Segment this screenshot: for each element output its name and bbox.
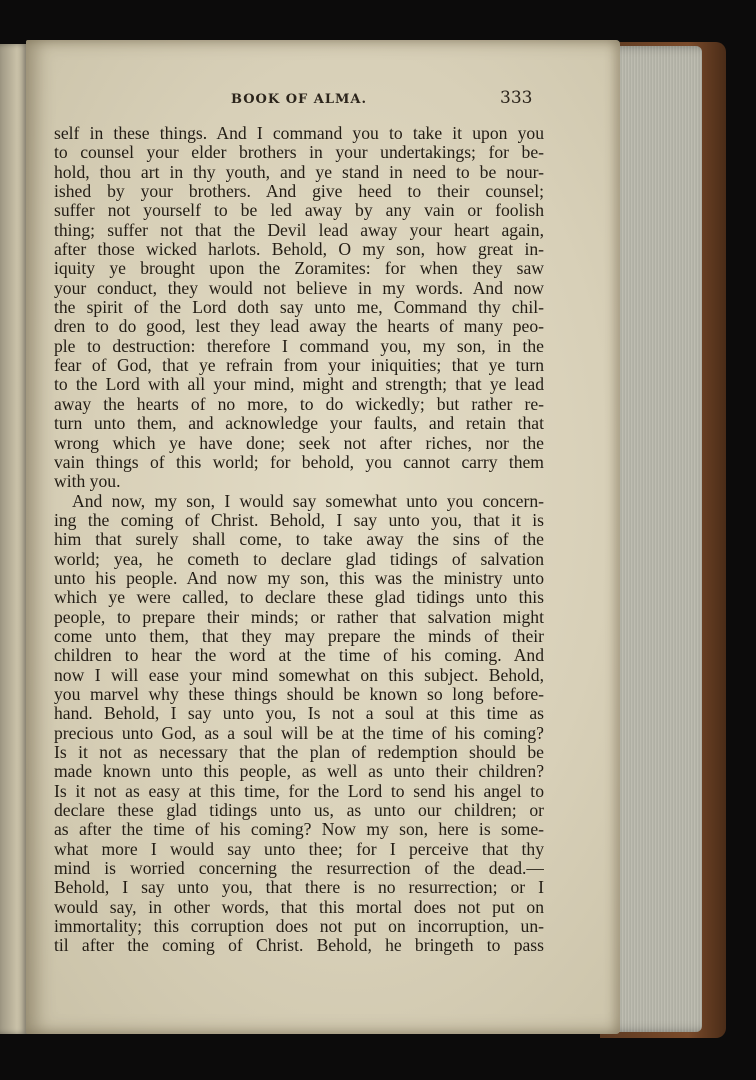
text-line: now I will ease your mind somewhat on this subject. Behold, bbox=[54, 665, 544, 685]
text-line: would say, in other words, that this mortal does not put on bbox=[54, 897, 544, 917]
text-line: with you. bbox=[54, 472, 121, 492]
text-line: the spirit of the Lord doth say unto me, Command thy chil- bbox=[54, 298, 544, 318]
text-line: dren to do good, lest they lead away the hearts of many peo- bbox=[54, 317, 544, 337]
text-line: world; yea, he cometh to declare glad tidings of salvation bbox=[54, 549, 544, 569]
text-line: turn unto them, and acknowledge your faults, and retain that bbox=[54, 414, 544, 434]
text-line: declare these glad tidings unto us, as unto our children; or bbox=[54, 801, 544, 821]
text-line: Is it not as easy at this time, for the Lord to send his angel to bbox=[54, 781, 544, 801]
text-line: what more I would say unto thee; for I perceive that thy bbox=[54, 839, 544, 859]
text-line: come unto them, that they may prepare the minds of their bbox=[54, 626, 544, 646]
page-number: 333 bbox=[500, 88, 533, 108]
text-line: people, to prepare their minds; or rather that salvation might bbox=[54, 607, 544, 627]
left-page-edge bbox=[0, 44, 28, 1034]
text-line: Is it not as necessary that the plan of redemption should be bbox=[54, 743, 544, 762]
text-line: him that surely shall come, to take away the sins of the bbox=[54, 530, 544, 550]
text-line: you marvel why these things should be known so long before- bbox=[54, 684, 544, 704]
text-line: immortality; this corruption does not put on incorruption, un- bbox=[54, 917, 544, 937]
running-head bbox=[26, 86, 620, 108]
text-line: vain things of this world; for behold, you cannot carry them bbox=[54, 452, 544, 472]
text-line: Behold, I say unto you, that there is no resurrection; or I bbox=[54, 878, 544, 898]
text-line: children to hear the word at the time of his coming. And bbox=[54, 646, 544, 666]
page-body-text bbox=[54, 124, 544, 956]
text-line: thing; suffer not that the Devil lead away your heart again, bbox=[54, 220, 544, 240]
text-line: iquity ye brought upon the Zoramites: for when they saw bbox=[54, 259, 544, 279]
text-line: ple to destruction: therefore I command you, my son, in the bbox=[54, 336, 544, 356]
text-line: as after the time of his coming? Now my son, here is some- bbox=[54, 820, 544, 840]
text-line: which ye were called, to declare these glad tidings unto this bbox=[54, 588, 544, 608]
text-line: hold, thou art in thy youth, and ye stand in need to be nour- bbox=[54, 162, 544, 182]
text-line: made known unto this people, as well as unto their children? bbox=[54, 762, 544, 782]
text-line: fear of God, that ye refrain from your iniquities; that ye turn bbox=[54, 356, 544, 376]
text-line: wrong which ye have done; seek not after riches, nor the bbox=[54, 433, 544, 453]
text-line: away the hearts of no more, to do wickedly; but rather re- bbox=[54, 394, 544, 414]
book-page bbox=[26, 40, 620, 1034]
text-line: suffer not yourself to be led away by any vain or foolish bbox=[54, 201, 544, 221]
text-line: after those wicked harlots. Behold, O my son, how great in- bbox=[54, 240, 544, 260]
text-line: to counsel your elder brothers in your undertakings; for be- bbox=[54, 143, 544, 163]
running-head-title: BOOK OF ALMA. bbox=[231, 92, 368, 107]
text-line: til after the coming of Christ. Behold, he bringeth to pass bbox=[54, 936, 544, 956]
text-line: And now, my son, I would say somewhat unto you concern- bbox=[72, 491, 544, 511]
text-line: self in these things. And I command you to take it upon you bbox=[54, 124, 544, 143]
text-line: ished by your brothers. And give heed to their counsel; bbox=[54, 182, 544, 202]
text-line: unto his people. And now my son, this was the ministry unto bbox=[54, 568, 544, 588]
text-line: to the Lord with all your mind, might and strength; that ye lead bbox=[54, 375, 544, 395]
text-line: mind is worried concerning the resurrection of the dead.— bbox=[54, 859, 544, 879]
text-line: your conduct, they would not believe in my words. And now bbox=[54, 278, 544, 298]
text-line: ing the coming of Christ. Behold, I say unto you, that it is bbox=[54, 510, 544, 530]
text-line: hand. Behold, I say unto you, Is not a soul at this time as bbox=[54, 704, 544, 724]
text-line: precious unto God, as a soul will be at the time of his coming? bbox=[54, 723, 544, 743]
